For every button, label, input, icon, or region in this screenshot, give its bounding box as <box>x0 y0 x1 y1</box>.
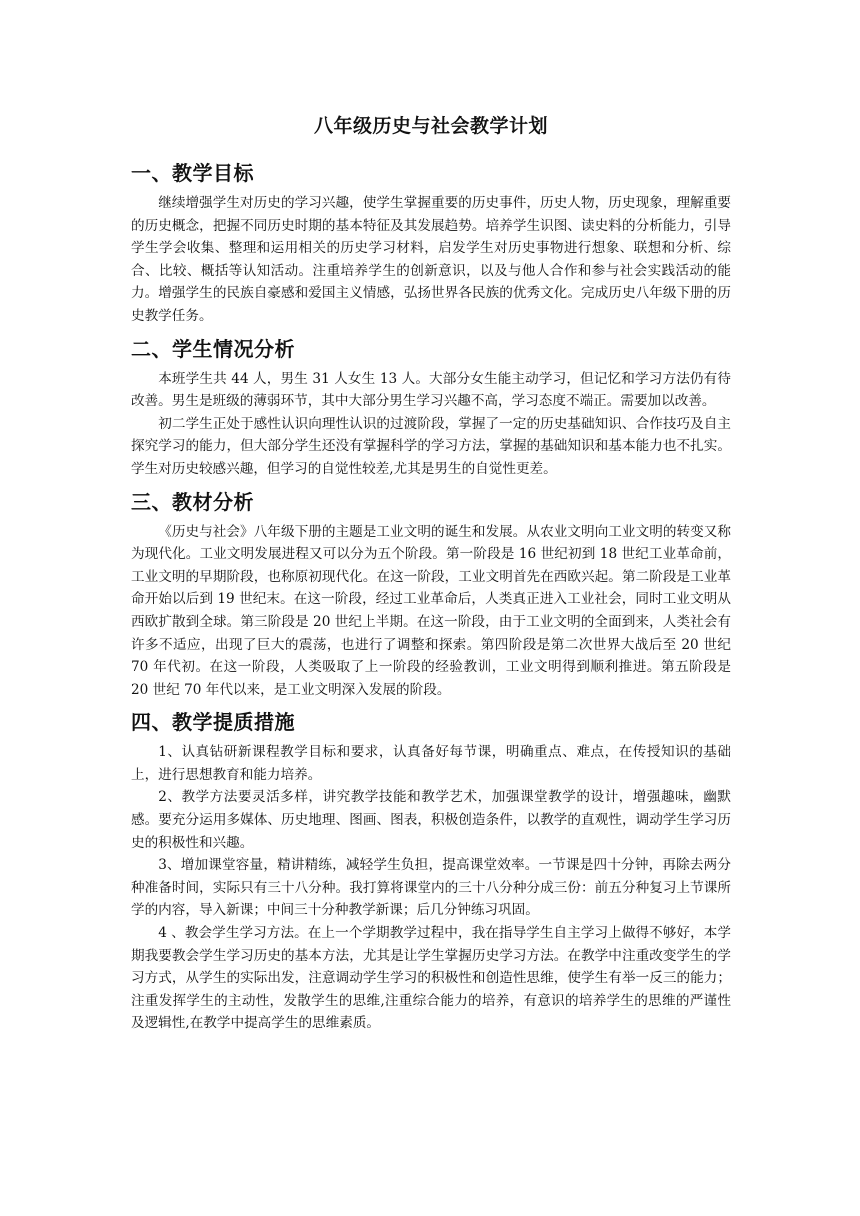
section-heading: 四、教学提质措施 <box>131 710 295 735</box>
section-teaching-goals <box>131 158 731 328</box>
section-textbook-analysis <box>131 487 731 702</box>
document-body <box>131 112 731 1041</box>
paragraph: 2、教学方法要灵活多样，讲究教学技能和教学艺术，加强课堂教学的设计，增强趣味，幽默感。要充分运用多媒体、历史地理、图画、图表，积极创造条件，以教学的直观性，调动学生学习历史的积极性和兴趣。 <box>131 789 731 851</box>
paragraph: 继续增强学生对历史的学习兴趣，使学生掌握重要的历史事件，历史人物，历史现象，理解重要的历史概念，把握不同历史时期的基本特征及其发展趋势。培养学生识图、读史料的分析能力，引导学生学会收集、整理和运用相关的历史学习材料，启发学生对历史事物进行想象、联想和分析、综合、比较、概括等认知活动。注重培养学生的创新意识，以及与他人合作和参与社会实践活动的能力。增强学生的民族自豪感和爱国主义情感，弘扬世界各民族的优秀文化。完成历史八年级下册的历史教学任务。 <box>131 195 731 324</box>
section-quality-measures <box>131 707 731 1035</box>
section-student-analysis <box>131 334 731 481</box>
document-title: 八年级历史与社会教学计划 <box>313 115 548 137</box>
section-heading: 一、教学目标 <box>131 161 254 185</box>
section-heading: 二、学生情况分析 <box>131 336 295 361</box>
paragraph: 3、增加课堂容量，精讲精练，减轻学生负担，提高课堂效率。一节课是四十分钟，再除去两分种准备时间，实际只有三十八分种。我打算将课堂内的三十八分种分成三份：前五分种复习上节课所学的内容，导入新课；中间三十分种教学新课；后几分钟练习巩固。 <box>131 857 731 919</box>
paragraph: 初二学生正处于感性认识向理性认识的过渡阶段，掌握了一定的历史基础知识、合作技巧及自主探究学习的能力，但大部分学生还没有掌握科学的学习方法，掌握的基础知识和基本能力也不扎实。学生对历史较感兴趣，但学习的自觉性较差,尤其是男生的自觉性更差。 <box>131 415 731 477</box>
paragraph: 4 、教会学生学习方法。在上一个学期教学过程中，我在指导学生自主学习上做得不够好，本学期我要教会学生学习历史的基本方法，尤其是让学生掌握历史学习方法。在教学中注重改变学生的学习方式，从学生的实际出发，注意调动学生学习的积极性和创造性思维，使学生有举一反三的能力；注重发挥学生的主动性，发散学生的思维,注重综合能力的培养，有意识的培养学生的思维的严谨性及逻辑性,在教学中提高学生的思维素质。 <box>131 925 731 1032</box>
paragraph: 1、认真钻研新课程教学目标和要求，认真备好每节课，明确重点、难点，在传授知识的基础上，进行思想教育和能力培养。 <box>131 744 731 783</box>
section-heading: 三、教材分析 <box>131 489 254 514</box>
paragraph: 《历史与社会》八年级下册的主题是工业文明的诞生和发展。从农业文明向工业文明的转变又称为现代化。工业文明发展进程又可以分为五个阶段。第一阶段是 16 世纪初到 18 世纪工业革命前，工业文明的早期阶段，也称原初现代化。在这一阶段，工业文明首先在西欧兴起。第二阶段是工业革命开始以后到 19 世纪末。在这一阶段，经过工业革命后，人类真正进入工业社会，同时工业文明从西欧扩散到全球。第三阶段是 20 世纪上半期。在这一阶段，由于工业文明的全面到来，人类社会有许多不适应，出现了巨大的震荡，也进行了调整和探索。第四阶段是第二次世界大战后至 20 世纪 70 年代初。在这一阶段，人类吸取了上一阶段的经验教训，工业文明得到顺利推进。第五阶段是 20 世纪 70 年代以来，是工业文明深入发展的阶段。 <box>131 523 731 698</box>
paragraph: 本班学生共 44 人，男生 31 人女生 13 人。大部分女生能主动学习，但记忆和学习方法仍有待改善。男生是班级的薄弱环节，其中大部分男生学习兴趣不高，学习态度不端正。需要加以改善。 <box>131 370 731 410</box>
